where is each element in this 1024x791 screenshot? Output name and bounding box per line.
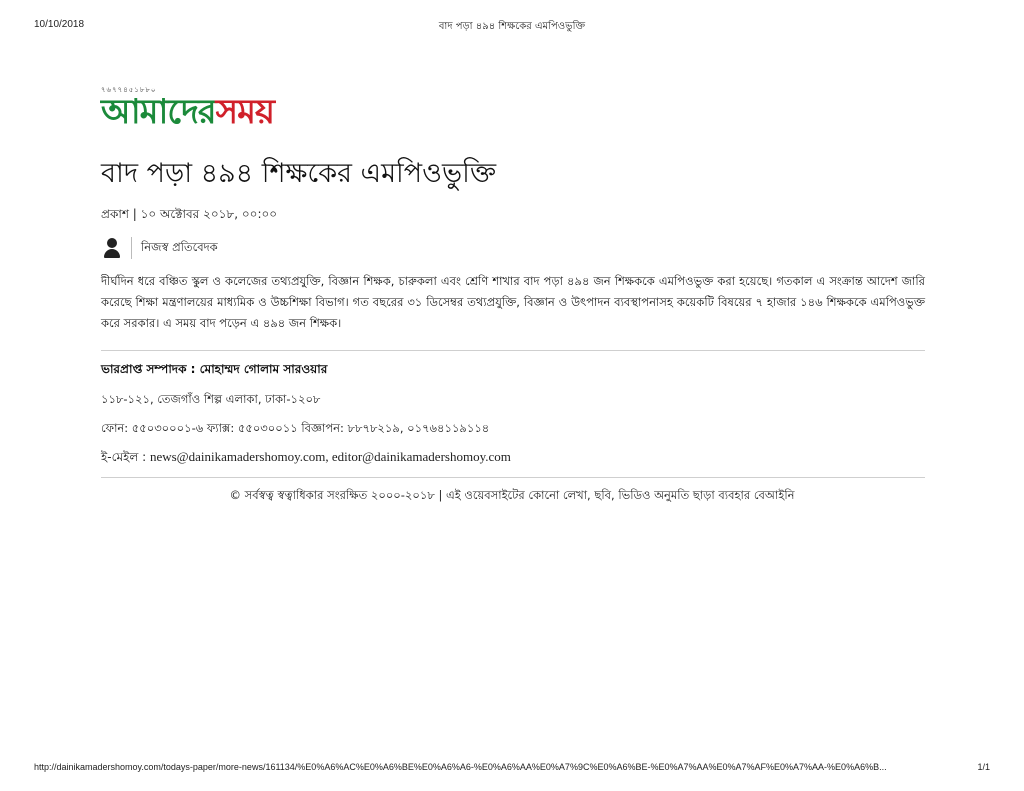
copyright-notice: © সর্বস্বত্ব স্বত্বাধিকার সংরক্ষিত ২০০০-২০১৮ | এই ওয়েবসাইটের কোনো লেখা, ছবি, ভিডিও অনুমতি ছাড়া ব্যবহার বেআইনি (229, 488, 795, 502)
author-name: নিজস্ব প্রতিবেদক (141, 239, 218, 254)
editor-line: ভারপ্রাপ্ত সম্পাদক : মোহাম্মদ গোলাম সারওয়ার (101, 362, 328, 376)
divider (101, 477, 925, 478)
print-url: http://dainikamadershomoy.com/todays-paper/more-news/161134/%E0%A6%AC%E0%A6%BE%E0%A6%A6-%E0%A6%AA%E0%A7%9C%E0%A6%BE-%E0%A7%AA%E0%A7%AF%E0%A7%AA-%E0%A6%B... (34, 762, 887, 772)
article-body: দীর্ঘদিন ধরে বঞ্চিত স্কুল ও কলেজের তথ্যপ্রযুক্তি, বিজ্ঞান শিক্ষক, চারুকলা এবং শ্রেণি শাখার বাদ পড়া ৪৯৪ জন শিক্ষককে এমপিওভুক্ত করা হয়েছে। গতকাল এ সংক্রান্ত আদেশ জারি করেছে শিক্ষা মন্ত্রণালয়ের মাধ্যমিক ও উচ্চশিক্ষা বিভাগ। গত বছরের ৩১ ডিসেম্বর তথ্যপ্রযুক্তি, বিজ্ঞান ও উৎপাদন ব্যবস্থাপনাসহ কয়েকটি বিষয়ের ৭ হাজার ১৪৬ শিক্ষককে এমপিওভুক্ত করে সরকার। এ সময় বাদ পড়েন এ ৪৯৪ জন শিক্ষক। (101, 274, 925, 330)
print-page-number: 1/1 (977, 762, 990, 772)
site-logo[interactable] (101, 84, 361, 136)
email-label: ই-মেইল : (101, 450, 150, 464)
logo-text (101, 92, 274, 132)
contact-email (101, 449, 511, 469)
author-row (101, 236, 218, 260)
logo-number: ৭৬৭৭৪৫১৮৮০ (101, 86, 157, 94)
published-date: প্রকাশ | ১০ অক্টোবর ২০১৮, ০০:০০ (101, 207, 278, 221)
user-icon (101, 237, 123, 259)
contact-phone: ফোন: ৫৫০৩০০০১-৬ ফ্যাক্স: ৫৫০৩০০১১ বিজ্ঞাপন: ৮৮৭৮২১৯, ০১৭৬৪১১৯১১৪ (101, 421, 490, 435)
logo-part-green: আমাদের (101, 92, 216, 132)
article-headline: বাদ পড়া ৪৯৪ শিক্ষকের এমপিওভুক্তি (101, 158, 497, 189)
office-address: ১১৮-১২১, তেজগাঁও শিল্প এলাকা, ঢাকা-১২০৮ (101, 392, 321, 406)
divider (101, 350, 925, 351)
logo-part-red: সময় (215, 92, 274, 132)
print-title: বাদ পড়া ৪৯৪ শিক্ষকের এমপিওভুক্তি (438, 21, 586, 32)
email-addresses[interactable]: news@dainikamadershomoy.com, editor@dainikamadershomoy.com (149, 449, 511, 464)
print-date: 10/10/2018 (34, 19, 85, 30)
author-divider (131, 237, 132, 259)
